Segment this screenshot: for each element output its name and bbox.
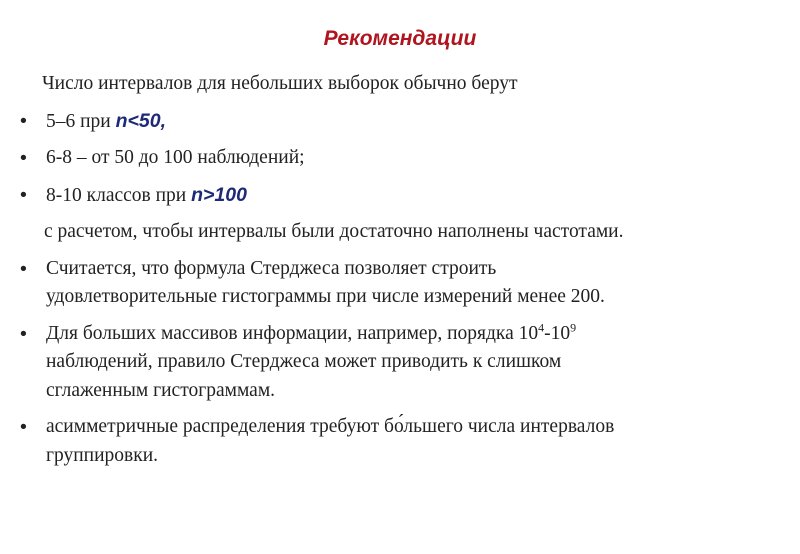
bullet-item-4	[20, 255, 790, 312]
bullet-item-3	[20, 181, 790, 211]
bullet-item-6	[20, 413, 790, 470]
bullet-6-line-2: группировки.	[46, 444, 159, 466]
bullet-3-pre: 8-10 классов при	[46, 184, 192, 206]
bullet-1-post: <50,	[127, 109, 167, 132]
note-text: с расчетом, чтобы интервалы были достаточно наполнены частотами.	[44, 221, 624, 242]
bullet-5-line-2: наблюдений, правило Стерджеса может приводить к слишком	[46, 351, 562, 372]
variable-n: n	[191, 183, 204, 206]
intro-text: Число интервалов для небольших выборок обычно берут	[42, 73, 518, 94]
slide-title: Рекомендации	[323, 27, 477, 50]
bullet-item-5	[20, 320, 790, 406]
slide-body	[20, 70, 790, 478]
bullet-3-post: >100	[203, 183, 247, 206]
bullet-6-line-1: • асимметричные распределения требуют бо́льшего числа интервалов	[46, 416, 615, 437]
variable-n: n	[115, 109, 128, 132]
exponent-1: 4	[538, 320, 545, 334]
bullet-1-pre: 5–6 при	[46, 110, 116, 132]
bullet-item-2	[20, 144, 790, 173]
bullet-4-line-1: • Считается, что формула Стерджеса позволяет строить	[46, 257, 497, 279]
bullet-2-text: • 6-8 – от 50 до 100 наблюдений;	[46, 147, 305, 168]
exponent-2: 9	[570, 320, 577, 334]
bullet-item-1	[20, 107, 790, 137]
bullet-5-line-3: сглаженным гистограммам.	[46, 379, 276, 401]
bullet-4-line-2: удовлетворительные гистограммы при числе измерений менее 200.	[46, 286, 605, 307]
bullet-5-mid: -10	[544, 322, 571, 344]
bullet-5-line-1: Для больших массивов информации, например, порядка 10	[46, 322, 539, 344]
